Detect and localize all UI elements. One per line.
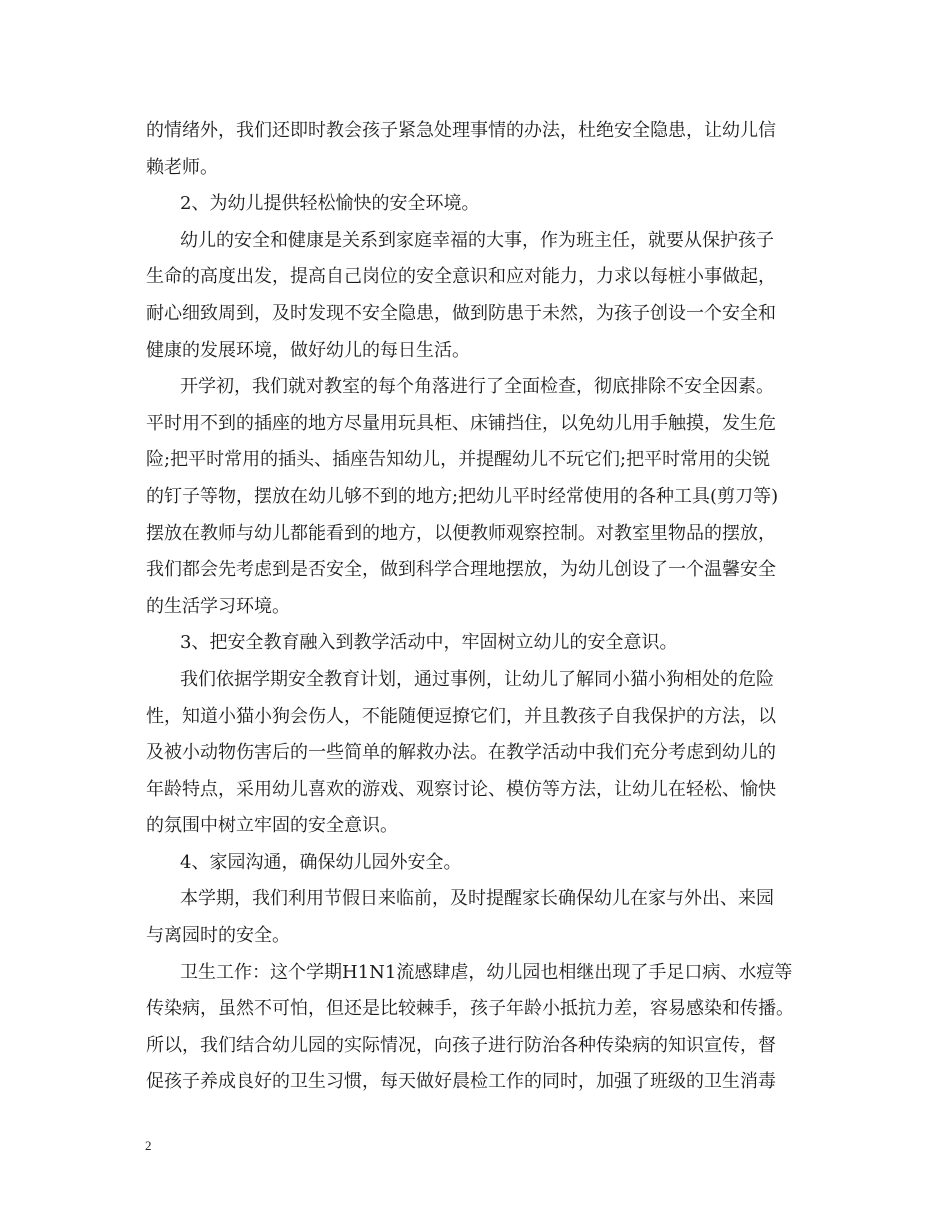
text-line: 健康的发展环境，做好幼儿的每日生活。 (146, 339, 470, 361)
text-line: 所以，我们结合幼儿园的实际情况，向孩子进行防治各种传染病的知识宣传，督 (146, 1034, 776, 1056)
text-line: 与离园时的安全。 (146, 925, 290, 947)
text-line: 及被小动物伤害后的一些简单的解救办法。在教学活动中我们充分考虑到幼儿的 (146, 742, 776, 764)
text-line: 平时用不到的插座的地方尽量用玩具柜、床铺挡住，以免幼儿用手触摸，发生危 (146, 412, 776, 434)
text-line: 性，知道小猫小狗会伤人，不能随便逗撩它们，并且教孩子自我保护的方法，以 (146, 705, 776, 727)
text-line: 年龄特点，采用幼儿喜欢的游戏、观察讨论、模仿等方法，让幼儿在轻松、愉快 (146, 778, 776, 800)
text-line: 我们都会先考虑到是否安全，做到科学合理地摆放，为幼儿创设了一个温馨安全 (146, 559, 776, 581)
text-line: 传染病，虽然不可怕，但还是比较棘手，孩子年龄小抵抗力差，容易感染和传播。 (146, 998, 794, 1020)
text-line: 的氛围中树立牢固的安全意识。 (146, 815, 398, 837)
text-line: 开学初，我们就对教室的每个角落进行了全面检查，彻底排除不安全因素。 (180, 376, 774, 398)
page-number: 2 (145, 1138, 152, 1153)
section-heading: 2、为幼儿提供轻松愉快的安全环境。 (180, 193, 480, 215)
text-line: 本学期，我们利用节假日来临前，及时提醒家长确保幼儿在家与外出、来园 (180, 888, 774, 910)
text-line: 的情绪外，我们还即时教会孩子紧急处理事情的办法，杜绝安全隐患，让幼儿信 (146, 120, 776, 141)
text-line: 险;把平时常用的插头、插座告知幼儿，并提醒幼儿不玩它们;把平时常用的尖锐 (146, 449, 771, 471)
section-heading: 3、把安全教育融入到教学活动中，牢固树立幼儿的安全意识。 (180, 632, 678, 654)
text-line: 促孩子养成良好的卫生习惯，每天做好晨检工作的同时，加强了班级的卫生消毒 (146, 1071, 776, 1093)
text-line: 卫生工作：这个学期H1N1流感肆虐，幼儿园也相继出现了手足口病、水痘等 (180, 961, 793, 983)
text-line: 赖老师。 (146, 156, 218, 178)
document-body (146, 113, 806, 1101)
text-line: 耐心细致周到，及时发现不安全隐患，做到防患于未然，为孩子创设一个安全和 (146, 302, 776, 324)
text-line: 的生活学习环境。 (146, 595, 290, 617)
text-line: 的钉子等物，摆放在幼儿够不到的地方;把幼儿平时经常使用的各种工具(剪刀等) (146, 485, 779, 507)
text-line: 生命的高度出发，提高自己岗位的安全意识和应对能力，力求以每桩小事做起， (146, 266, 776, 288)
text-line: 我们依据学期安全教育计划，通过事例，让幼儿了解同小猫小狗相处的危险 (180, 668, 774, 690)
text-line: 幼儿的安全和健康是关系到家庭幸福的大事，作为班主任，就要从保护孩子 (180, 229, 774, 251)
section-heading: 4、家园沟通，确保幼儿园外安全。 (180, 851, 462, 873)
text-line: 摆放在教师与幼儿都能看到的地方，以便教师观察控制。对教室里物品的摆放， (146, 522, 776, 544)
